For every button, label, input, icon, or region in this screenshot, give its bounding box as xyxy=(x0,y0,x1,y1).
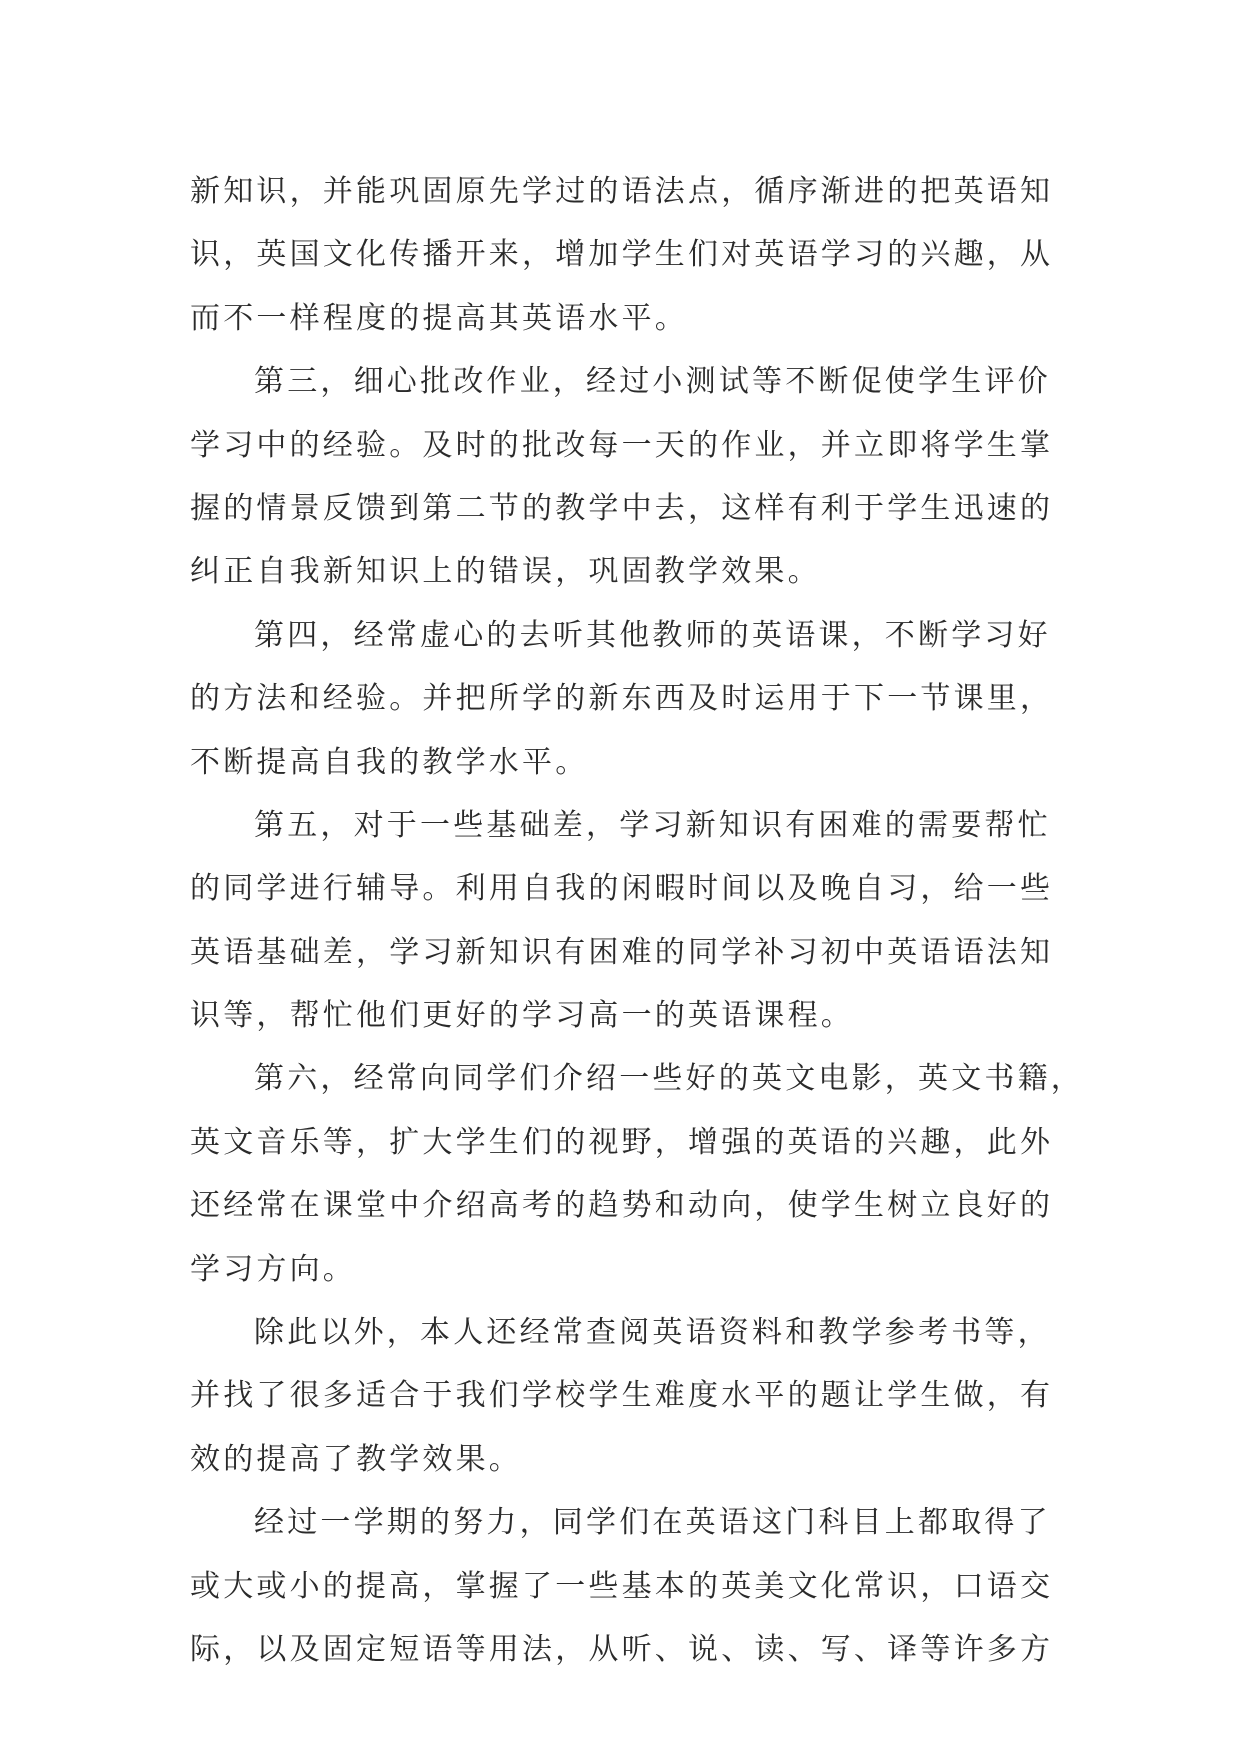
body-text xyxy=(190,160,1084,1681)
text-line: 英语基础差，学习新知识有困难的同学补习初中英语语法知 xyxy=(190,934,1054,970)
text-line: 的同学进行辅导。利用自我的闲暇时间以及晚自习，给一些 xyxy=(190,871,1054,907)
paragraph-start-line: 第三，细心批改作业，经过小测试等不断促使学生评价 xyxy=(254,364,1051,400)
paragraph-start-line: 经过一学期的努力，同学们在英语这门科目上都取得了 xyxy=(254,1505,1051,1541)
text-line: 纠正自我新知识上的错误，巩固教学效果。 xyxy=(190,554,821,590)
paragraph-start-line: 第五，对于一些基础差，学习新知识有困难的需要帮忙 xyxy=(254,807,1051,843)
paragraph-start-line: 第六，经常向同学们介绍一些好的英文电影，英文书籍， xyxy=(254,1061,1084,1097)
text-line: 学习方向。 xyxy=(190,1251,356,1287)
text-line: 识，英国文化传播开来，增加学生们对英语学习的兴趣，从 xyxy=(190,237,1054,273)
text-line: 并找了很多适合于我们学校学生难度水平的题让学生做，有 xyxy=(190,1378,1054,1414)
text-line: 还经常在课堂中介绍高考的趋势和动向，使学生树立良好的 xyxy=(190,1188,1054,1224)
text-line: 的方法和经验。并把所学的新东西及时运用于下一节课里， xyxy=(190,681,1054,717)
text-line: 际，以及固定短语等用法，从听、说、读、写、译等许多方 xyxy=(190,1631,1054,1667)
text-line: 识等，帮忙他们更好的学习高一的英语课程。 xyxy=(190,998,854,1034)
text-line: 英文音乐等，扩大学生们的视野，增强的英语的兴趣，此外 xyxy=(190,1124,1054,1160)
text-line: 新知识，并能巩固原先学过的语法点，循序渐进的把英语知 xyxy=(190,174,1054,209)
text-line: 效的提高了教学效果。 xyxy=(190,1441,522,1477)
paragraph-start-line: 除此以外，本人还经常查阅英语资料和教学参考书等， xyxy=(254,1315,1051,1351)
text-line: 不断提高自我的教学水平。 xyxy=(190,744,589,780)
text-line: 或大或小的提高，掌握了一些基本的英美文化常识，口语交 xyxy=(190,1568,1054,1604)
paragraph-start-line: 第四，经常虚心的去听其他教师的英语课，不断学习好 xyxy=(254,617,1051,653)
text-line: 握的情景反馈到第二节的教学中去，这样有利于学生迅速的 xyxy=(190,490,1054,526)
text-line: 学习中的经验。及时的批改每一天的作业，并立即将学生掌 xyxy=(190,427,1054,463)
text-line: 而不一样程度的提高其英语水平。 xyxy=(190,300,688,336)
